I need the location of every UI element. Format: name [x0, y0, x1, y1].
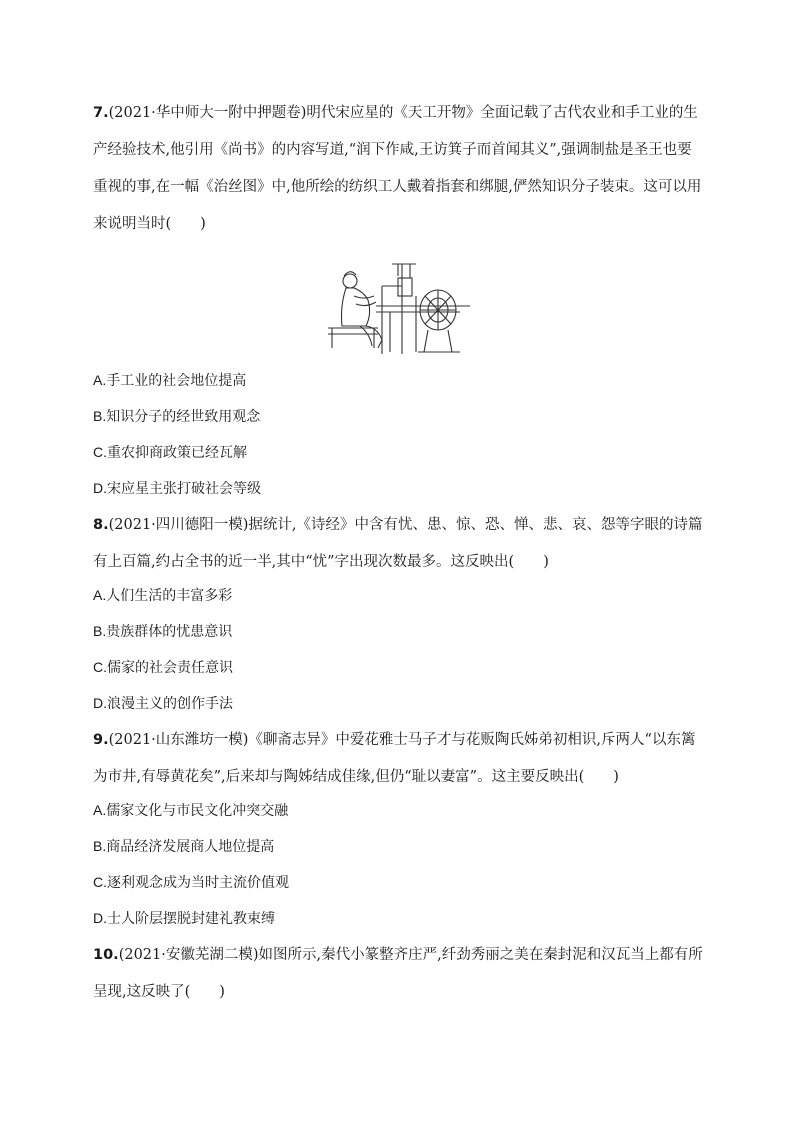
option-d — [93, 693, 233, 714]
option-b — [93, 406, 260, 427]
option-a — [93, 370, 246, 391]
option-letter: A. — [93, 587, 107, 603]
question-number: 8. — [93, 517, 109, 533]
option-letter: C. — [93, 874, 107, 890]
option-letter: B. — [93, 408, 107, 424]
option-letter: D. — [93, 910, 107, 926]
option-text: 贵族群体的忧患意识 — [106, 624, 233, 640]
question-stem: (2021·华中师大一附中押题卷)明代宋应星的《天工开物》全面记载了古代农业和手工业的生产经验技术,他引用《尚书》的内容写道,“润下作咸,王访箕子而首闻其义”,强调制盐是圣王也要重视的事,在一幅《治丝图》中,他所绘的纺织工人戴着指套和绑腿,俨然知识分子装束。这可以用来说明当时( ) — [93, 105, 702, 232]
option-letter: C. — [93, 444, 107, 460]
question-number: 9. — [93, 732, 109, 748]
question-stem: (2021·安徽芜湖二模)如图所示,秦代小篆整齐庄严,纤劲秀丽之美在秦封泥和汉瓦当上都有所呈现,这反映了( ) — [93, 947, 703, 1000]
option-text: 重农抑商政策已经瓦解 — [107, 445, 247, 461]
option-d — [93, 478, 261, 499]
option-c — [93, 872, 289, 893]
option-text: 宋应星主张打破社会等级 — [107, 481, 261, 497]
question-number: 7. — [93, 105, 109, 121]
option-text: 浪漫主义的创作手法 — [107, 696, 233, 712]
question-stem: (2021·山东潍坊一模)《聊斋志异》中爱花雅士马子才与花贩陶氏姊弟初相识,斥两人“以东篱为市井,有辱黄花矣”,后来却与陶姊结成佳缘,但仍“耻以妻富”。这主要反映出( ) — [93, 732, 696, 785]
option-text: 逐利观念成为当时主流价值观 — [107, 875, 289, 891]
option-letter: D. — [93, 480, 107, 496]
option-a — [93, 800, 288, 821]
option-letter: B. — [93, 623, 107, 639]
question-7 — [93, 95, 705, 243]
option-b — [93, 621, 232, 642]
option-c — [93, 442, 247, 463]
question-9 — [93, 722, 705, 796]
option-letter: B. — [93, 838, 107, 854]
option-text: 人们生活的丰富多彩 — [106, 588, 233, 604]
option-c — [93, 657, 233, 678]
question-number: 10. — [93, 947, 119, 963]
question-stem: (2021·四川德阳一模)据统计,《诗经》中含有忧、患、惊、恐、惮、悲、哀、怨等字眼的诗篇有上百篇,约占全书的近一半,其中“忧”字出现次数最多。这反映出( ) — [93, 517, 703, 570]
option-letter: C. — [93, 659, 107, 675]
silk-reeling-illustration-icon — [320, 256, 470, 356]
option-text: 知识分子的经世致用观念 — [106, 409, 261, 425]
option-d — [93, 908, 275, 929]
option-letter: D. — [93, 695, 107, 711]
option-text: 儒家文化与市民文化冲突交融 — [106, 803, 289, 819]
option-text: 儒家的社会责任意识 — [107, 660, 233, 676]
option-text: 手工业的社会地位提高 — [106, 373, 247, 389]
option-a — [93, 585, 232, 606]
option-letter: A. — [93, 802, 107, 818]
option-b — [93, 836, 274, 857]
option-letter: A. — [93, 372, 107, 388]
question-10 — [93, 937, 705, 1011]
option-text: 商品经济发展商人地位提高 — [106, 839, 275, 855]
question-8 — [93, 507, 705, 581]
option-text: 士人阶层摆脱封建礼教束缚 — [107, 911, 275, 927]
